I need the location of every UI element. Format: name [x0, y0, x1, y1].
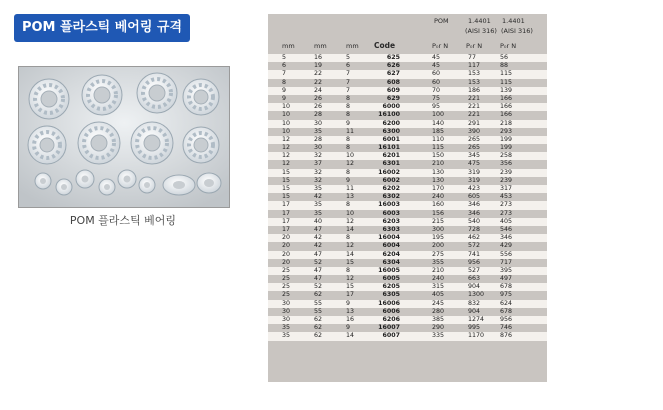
table-row: [268, 177, 547, 185]
table-cell: 8: [346, 201, 351, 209]
table-cell: 678: [500, 283, 513, 291]
table-cell: 221: [468, 103, 481, 111]
table-cell: 15: [346, 258, 355, 266]
table-cell: 16007: [378, 324, 400, 332]
table-cell: 6006: [382, 307, 400, 315]
table-cell: 546: [500, 225, 513, 233]
table-cell: 1274: [468, 316, 485, 323]
table-cell: 47: [314, 250, 323, 258]
table-cell: 16: [346, 316, 355, 323]
table-cell: 6004: [382, 242, 400, 250]
table-cell: 115: [432, 144, 445, 152]
table-cell: 20: [282, 242, 291, 250]
table-cell: 405: [500, 217, 513, 225]
bearing-photo: [18, 66, 230, 208]
table-cell: 6304: [382, 258, 400, 266]
table-cell: 8: [346, 103, 351, 111]
table-cell: 75: [432, 94, 441, 102]
table-cell: 26: [314, 103, 323, 111]
table-cell: 290: [432, 324, 445, 332]
table-row: [268, 79, 547, 87]
table-cell: 77: [468, 54, 477, 61]
table-cell: 6003: [382, 209, 400, 217]
table-cell: 6007: [382, 332, 400, 340]
table-cell: 10: [346, 152, 355, 160]
table-cell: 390: [468, 127, 481, 135]
table-row: [268, 242, 547, 250]
table-cell: 273: [500, 209, 513, 217]
table-cell: 609: [386, 86, 400, 94]
table-cell: 346: [500, 234, 513, 242]
table-cell: 625: [386, 54, 400, 61]
table-cell: 156: [432, 209, 445, 217]
table-cell: 35: [314, 127, 323, 135]
table-cell: 6005: [382, 275, 400, 283]
table-cell: 956: [468, 258, 481, 266]
table-row: [268, 308, 547, 316]
table-row: [268, 70, 547, 78]
table-cell: 12: [282, 144, 291, 152]
table-cell: 8: [346, 135, 351, 143]
table-row: [268, 251, 547, 259]
header-ss2: 1.4401: [502, 17, 525, 25]
table-row: [268, 95, 547, 103]
table-cell: 16003: [378, 201, 400, 209]
table-cell: 218: [500, 119, 513, 127]
table-row: [268, 87, 547, 95]
table-cell: 115: [500, 78, 513, 86]
table-cell: 47: [314, 266, 323, 274]
table-cell: 346: [468, 209, 481, 217]
table-cell: 291: [468, 119, 481, 127]
table-cell: 130: [432, 168, 445, 176]
table-cell: 10: [282, 127, 291, 135]
header-col-code: Code: [374, 41, 396, 50]
table-cell: 9: [282, 94, 287, 102]
table-cell: 17: [282, 209, 291, 217]
table-cell: 14: [346, 250, 355, 258]
table-cell: 6002: [382, 176, 400, 184]
table-cell: 11: [346, 127, 355, 135]
table-cell: 497: [500, 275, 513, 283]
table-cell: 25: [282, 283, 291, 291]
table-row: [268, 111, 547, 119]
table-row: [268, 259, 547, 267]
table-cell: 30: [314, 119, 323, 127]
table-cell: 245: [432, 299, 445, 307]
header-col-ss1-load: P₀r N: [466, 42, 483, 50]
table-cell: 345: [468, 152, 481, 160]
table-cell: 273: [500, 201, 513, 209]
table-cell: 215: [432, 217, 445, 225]
table-cell: 315: [432, 283, 445, 291]
table-row: [268, 136, 547, 144]
table-cell: 317: [500, 185, 513, 192]
table-cell: 239: [500, 168, 513, 176]
table-cell: 11: [346, 185, 355, 192]
table-cell: 395: [500, 266, 513, 274]
table-cell: 32: [314, 176, 323, 184]
table-cell: 265: [468, 144, 481, 152]
table-row: [268, 332, 547, 340]
table-cell: 7: [282, 70, 287, 78]
table-cell: 8: [346, 234, 351, 242]
table-cell: 35: [282, 324, 291, 332]
table-cell: 30: [282, 316, 291, 323]
table-cell: 5: [282, 54, 287, 61]
table-row: [268, 300, 547, 308]
table-cell: 30: [314, 144, 323, 152]
table-cell: 26: [314, 94, 323, 102]
table-cell: 62: [314, 291, 323, 299]
header-col-bore: mm: [314, 42, 327, 50]
table-cell: 186: [468, 86, 481, 94]
table-cell: 52: [314, 258, 323, 266]
header-col-d: mm: [282, 42, 295, 50]
table-cell: 6204: [382, 250, 400, 258]
table-cell: 423: [468, 185, 481, 192]
table-cell: 10: [282, 103, 291, 111]
table-cell: 19: [314, 62, 323, 70]
table-cell: 16100: [378, 111, 400, 119]
table-cell: 95: [432, 103, 441, 111]
table-cell: 185: [432, 127, 445, 135]
table-cell: 170: [432, 185, 445, 192]
table-cell: 221: [468, 111, 481, 119]
table-cell: 6203: [382, 217, 400, 225]
table-cell: 6303: [382, 225, 400, 233]
table-cell: 6: [282, 62, 287, 70]
table-row: [268, 169, 547, 177]
table-cell: 9: [346, 119, 351, 127]
table-cell: 7: [346, 78, 351, 86]
table-cell: 150: [432, 152, 445, 160]
table-cell: 319: [468, 168, 481, 176]
header-col-pom-load: P₀r N: [432, 42, 449, 50]
table-cell: 47: [314, 275, 323, 283]
table-cell: 629: [386, 94, 400, 102]
table-cell: 8: [282, 78, 287, 86]
table-cell: 239: [500, 176, 513, 184]
table-row: [268, 275, 547, 283]
header-pom: POM: [434, 17, 449, 25]
table-cell: 453: [500, 193, 513, 201]
table-cell: 6205: [382, 283, 400, 291]
table-cell: 6202: [382, 185, 400, 192]
table-cell: 608: [386, 78, 400, 86]
table-cell: 30: [282, 299, 291, 307]
table-cell: 728: [468, 225, 481, 233]
table-cell: 13: [346, 307, 355, 315]
table-cell: 6206: [382, 316, 400, 323]
table-cell: 280: [432, 307, 445, 315]
table-cell: 876: [500, 332, 513, 340]
photo-caption: POM 플라스틱 베어링: [69, 214, 177, 227]
table-cell: 56: [500, 54, 509, 61]
table-cell: 10: [282, 111, 291, 119]
table-cell: 28: [314, 135, 323, 143]
table-row: [268, 201, 547, 209]
table-cell: 199: [500, 144, 513, 152]
table-cell: 10: [346, 209, 355, 217]
table-cell: 115: [500, 70, 513, 78]
table-cell: 60: [432, 78, 441, 86]
table-header: [268, 14, 547, 54]
table-cell: 22: [314, 70, 323, 78]
table-row: [268, 283, 547, 291]
table-cell: 70: [432, 86, 441, 94]
table-cell: 166: [500, 94, 513, 102]
table-cell: 627: [386, 70, 400, 78]
table-cell: 166: [500, 103, 513, 111]
table-cell: 35: [314, 209, 323, 217]
table-cell: 42: [314, 193, 323, 201]
table-cell: 6302: [382, 193, 400, 201]
table-cell: 15: [282, 193, 291, 201]
table-body: [268, 54, 547, 341]
table-cell: 40: [314, 217, 323, 225]
table-cell: 240: [432, 193, 445, 201]
header-col-ss2-load: P₀r N: [500, 42, 517, 50]
table-cell: 6000: [382, 103, 400, 111]
table-cell: 6305: [382, 291, 400, 299]
table-cell: 10: [282, 119, 291, 127]
table-cell: 7: [346, 70, 351, 78]
table-row: [268, 144, 547, 152]
table-row: [268, 62, 547, 70]
table-cell: 8: [346, 111, 351, 119]
table-row: [268, 128, 547, 136]
table-cell: 832: [468, 299, 481, 307]
table-cell: 904: [468, 307, 481, 315]
table-cell: 15: [282, 185, 291, 192]
table-row: [268, 291, 547, 299]
table-cell: 221: [468, 94, 481, 102]
table-cell: 62: [314, 332, 323, 340]
table-cell: 139: [500, 86, 513, 94]
table-row: [268, 160, 547, 168]
table-cell: 429: [500, 242, 513, 250]
table-cell: 12: [346, 217, 355, 225]
table-row: [268, 120, 547, 128]
table-cell: 17: [282, 201, 291, 209]
table-cell: 42: [314, 242, 323, 250]
header-ss1: 1.4401: [468, 17, 491, 25]
table-cell: 527: [468, 266, 481, 274]
table-cell: 130: [432, 176, 445, 184]
table-cell: 12: [282, 135, 291, 143]
table-cell: 6001: [382, 135, 400, 143]
table-cell: 5: [346, 54, 351, 61]
header-ss2-sub: (AISI 316): [501, 27, 533, 35]
table-cell: 8: [346, 168, 351, 176]
table-cell: 956: [500, 316, 513, 323]
table-cell: 9: [346, 176, 351, 184]
table-cell: 6200: [382, 119, 400, 127]
table-cell: 275: [432, 250, 445, 258]
table-cell: 210: [432, 160, 445, 168]
table-cell: 556: [500, 250, 513, 258]
table-cell: 16004: [378, 234, 400, 242]
table-cell: 405: [432, 291, 445, 299]
table-cell: 717: [500, 258, 513, 266]
table-cell: 462: [468, 234, 481, 242]
table-cell: 6: [346, 62, 351, 70]
bearing-spec-table: [268, 14, 547, 382]
table-cell: 14: [346, 225, 355, 233]
table-cell: 258: [500, 152, 513, 160]
table-cell: 626: [386, 62, 400, 70]
table-cell: 62: [314, 316, 323, 323]
table-row: [268, 267, 547, 275]
table-cell: 7: [346, 86, 351, 94]
table-cell: 88: [500, 62, 509, 70]
table-cell: 15: [282, 176, 291, 184]
table-cell: 14: [346, 332, 355, 340]
table-cell: 45: [432, 54, 441, 61]
table-cell: 35: [314, 201, 323, 209]
table-cell: 110: [432, 135, 445, 143]
table-cell: 975: [500, 291, 513, 299]
table-cell: 605: [468, 193, 481, 201]
table-cell: 15: [346, 283, 355, 291]
table-cell: 904: [468, 283, 481, 291]
table-cell: 200: [432, 242, 445, 250]
table-cell: 55: [314, 307, 323, 315]
table-cell: 166: [500, 111, 513, 119]
table-cell: 20: [282, 234, 291, 242]
table-cell: 9: [346, 324, 351, 332]
table-cell: 16: [314, 54, 323, 61]
table-cell: 13: [346, 193, 355, 201]
table-cell: 25: [282, 291, 291, 299]
table-cell: 62: [314, 324, 323, 332]
table-cell: 265: [468, 135, 481, 143]
table-cell: 356: [500, 160, 513, 168]
table-cell: 741: [468, 250, 481, 258]
table-cell: 12: [346, 160, 355, 168]
table-cell: 335: [432, 332, 445, 340]
table-cell: 45: [432, 62, 441, 70]
table-cell: 624: [500, 299, 513, 307]
table-cell: 8: [346, 94, 351, 102]
table-cell: 6201: [382, 152, 400, 160]
table-cell: 8: [346, 266, 351, 274]
table-cell: 25: [282, 275, 291, 283]
table-cell: 6301: [382, 160, 400, 168]
table-cell: 22: [314, 78, 323, 86]
table-cell: 355: [432, 258, 445, 266]
header-ss1-sub: (AISI 316): [465, 27, 497, 35]
table-cell: 16101: [378, 144, 400, 152]
table-cell: 15: [282, 168, 291, 176]
table-row: [268, 324, 547, 332]
page-title-badge: POM 플라스틱 베어링 규격: [14, 14, 190, 42]
table-cell: 28: [314, 111, 323, 119]
table-cell: 6300: [382, 127, 400, 135]
table-cell: 319: [468, 176, 481, 184]
table-row: [268, 103, 547, 111]
table-cell: 30: [282, 307, 291, 315]
table-cell: 16005: [378, 266, 400, 274]
table-cell: 12: [282, 160, 291, 168]
table-cell: 60: [432, 70, 441, 78]
table-cell: 8: [346, 144, 351, 152]
table-cell: 346: [468, 201, 481, 209]
table-cell: 140: [432, 119, 445, 127]
table-cell: 199: [500, 135, 513, 143]
table-cell: 117: [468, 62, 481, 70]
table-row: [268, 185, 547, 193]
table-cell: 475: [468, 160, 481, 168]
table-cell: 32: [314, 152, 323, 160]
table-cell: 540: [468, 217, 481, 225]
table-cell: 17: [282, 225, 291, 233]
table-cell: 20: [282, 250, 291, 258]
table-row: [268, 218, 547, 226]
table-cell: 12: [346, 242, 355, 250]
table-cell: 35: [314, 185, 323, 192]
table-cell: 55: [314, 299, 323, 307]
table-cell: 25: [282, 266, 291, 274]
table-cell: 16002: [378, 168, 400, 176]
table-cell: 1170: [468, 332, 485, 340]
table-cell: 42: [314, 234, 323, 242]
table-cell: 12: [346, 275, 355, 283]
table-cell: 195: [432, 234, 445, 242]
table-cell: 17: [346, 291, 355, 299]
table-row: [268, 226, 547, 234]
table-cell: 35: [282, 332, 291, 340]
header-col-width: mm: [346, 42, 359, 50]
table-cell: 17: [282, 217, 291, 225]
table-cell: 153: [468, 78, 481, 86]
table-row: [268, 54, 547, 62]
table-cell: 293: [500, 127, 513, 135]
table-cell: 160: [432, 201, 445, 209]
table-cell: 24: [314, 86, 323, 94]
table-row: [268, 193, 547, 201]
table-cell: 240: [432, 275, 445, 283]
table-cell: 385: [432, 316, 445, 323]
bearing-photo-graphic: [19, 67, 229, 207]
table-cell: 20: [282, 258, 291, 266]
table-row: [268, 210, 547, 218]
table-cell: 12: [282, 152, 291, 160]
table-cell: 746: [500, 324, 513, 332]
table-row: [268, 316, 547, 324]
table-cell: 47: [314, 225, 323, 233]
table-cell: 678: [500, 307, 513, 315]
table-cell: 16006: [378, 299, 400, 307]
table-cell: 32: [314, 168, 323, 176]
table-row: [268, 234, 547, 242]
table-cell: 37: [314, 160, 323, 168]
table-cell: 210: [432, 266, 445, 274]
table-cell: 100: [432, 111, 445, 119]
table-cell: 995: [468, 324, 481, 332]
table-row: [268, 152, 547, 160]
table-cell: 153: [468, 70, 481, 78]
table-cell: 1300: [468, 291, 485, 299]
table-cell: 300: [432, 225, 445, 233]
table-cell: 572: [468, 242, 481, 250]
table-cell: 9: [282, 86, 287, 94]
table-cell: 663: [468, 275, 481, 283]
table-cell: 9: [346, 299, 351, 307]
table-cell: 52: [314, 283, 323, 291]
